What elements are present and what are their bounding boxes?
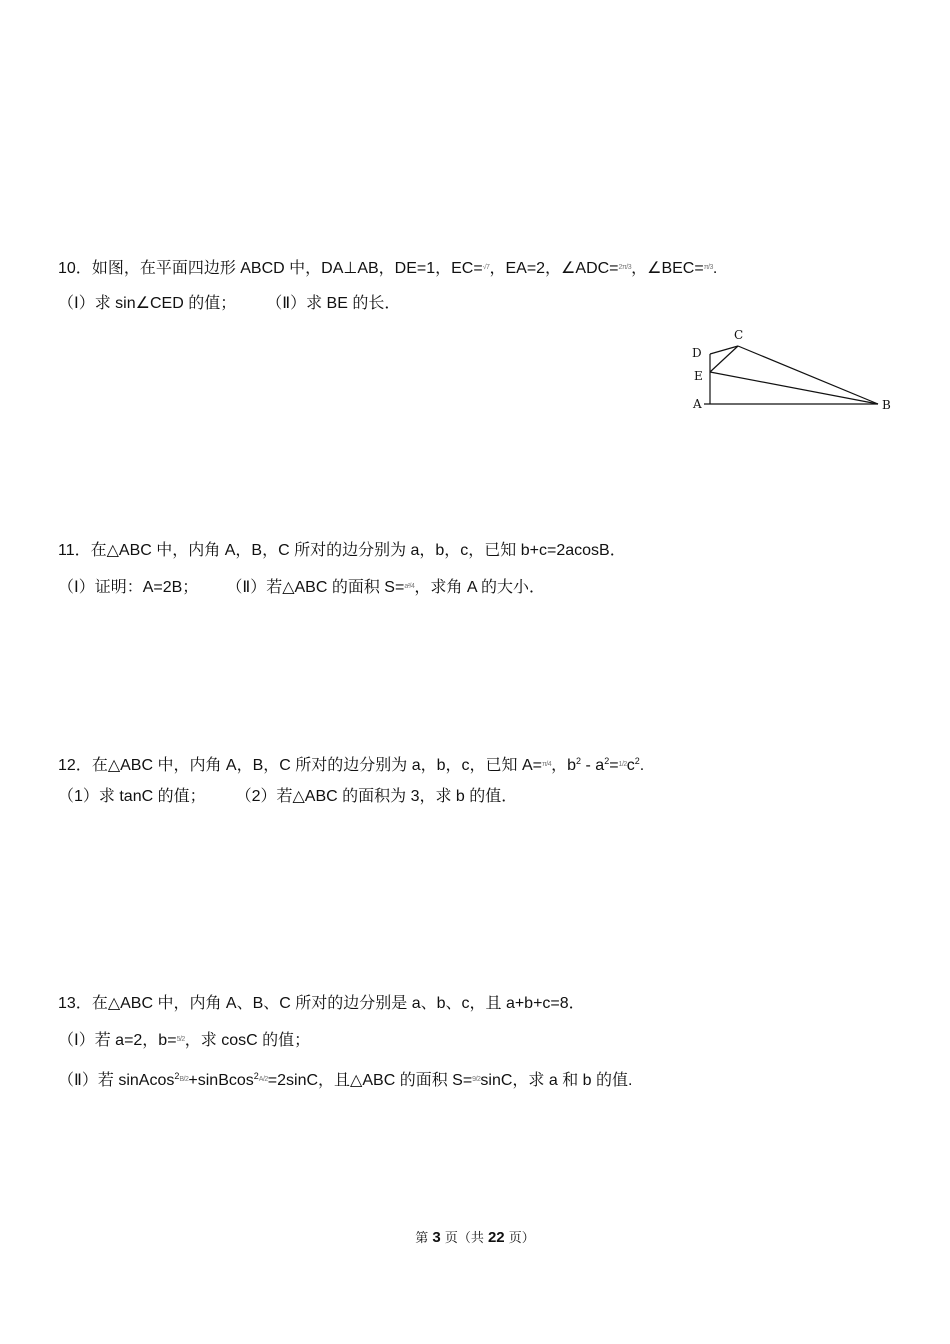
part-1: （Ⅰ）求 sin∠CED 的值； bbox=[58, 295, 237, 312]
exponent: 2 bbox=[253, 1071, 259, 1081]
exponent: 2 bbox=[174, 1071, 180, 1081]
part-1-tail: ，求 cosC 的值； bbox=[184, 1032, 311, 1049]
quadrilateral-figure bbox=[686, 324, 896, 419]
problem-10-parts bbox=[58, 293, 400, 315]
stem-text: 在△ABC 中，内角 A、B、C 所对的边分别是 a、b、c，且 a+b+c=8． bbox=[91, 995, 585, 1012]
stem-text: 如图，在平面四边形 ABCD 中，DA⊥AB，DE=1，EC= bbox=[91, 260, 483, 277]
label-c: C bbox=[734, 328, 744, 342]
label-d: D bbox=[692, 346, 702, 360]
problem-number: 12． bbox=[58, 757, 92, 774]
fraction-b: 5/2 bbox=[176, 1036, 185, 1043]
stem-text: . bbox=[712, 260, 718, 277]
problem-number: 13． bbox=[58, 995, 92, 1012]
stem-text: = bbox=[609, 757, 619, 774]
part-2-mid: =2sinC，且△ABC 的面积 S= bbox=[267, 1072, 473, 1089]
problem-10-stem bbox=[58, 257, 717, 280]
fraction-bec: π/3 bbox=[703, 264, 713, 271]
stem-text: 在△ABC 中，内角 A，B，C 所对的边分别为 a，b，c，已知 b+c=2acosB． bbox=[90, 542, 626, 559]
stem-text: ，b bbox=[551, 757, 577, 774]
problem-11-stem bbox=[58, 540, 626, 562]
footer-text: 页（共 bbox=[440, 1231, 488, 1246]
segment-eb bbox=[710, 372, 878, 404]
page-number: 3 bbox=[432, 1229, 441, 1246]
part-1: （Ⅰ）若 a=2，b= bbox=[58, 1032, 177, 1049]
part-2: （2）若△ABC 的面积为 3，求 b 的值． bbox=[235, 788, 518, 805]
fraction-a: π/4 bbox=[541, 761, 552, 768]
label-e: E bbox=[694, 369, 703, 383]
part-1: （1）求 tanC 的值； bbox=[58, 788, 206, 805]
part-2-tail: ，求角 A 的大小． bbox=[414, 579, 546, 596]
fraction-adc: 2π/3 bbox=[618, 264, 632, 271]
exponent: 2 bbox=[634, 756, 640, 766]
fraction-ec: √7 bbox=[482, 264, 490, 271]
fraction-a-half: A/2 bbox=[258, 1076, 268, 1083]
total-pages: 22 bbox=[487, 1229, 505, 1246]
problem-11-parts bbox=[58, 576, 545, 599]
problem-13-stem bbox=[58, 993, 585, 1015]
fraction-s-coef: 9/2 bbox=[472, 1076, 481, 1083]
part-2: （Ⅱ）若△ABC 的面积 S= bbox=[226, 579, 405, 596]
part-2-tail: sinC，求 a 和 b 的值. bbox=[480, 1072, 633, 1089]
stem-text: . bbox=[639, 757, 645, 774]
part-2-mid: +sinBcos bbox=[188, 1072, 254, 1089]
segment-cb bbox=[738, 346, 878, 404]
problem-13-part-2 bbox=[58, 1065, 632, 1092]
problem-number: 11． bbox=[58, 542, 91, 559]
exponent: 2 bbox=[576, 756, 582, 766]
problem-number: 10． bbox=[58, 260, 92, 277]
stem-text: - a bbox=[581, 757, 605, 774]
footer-text: 页） bbox=[504, 1231, 535, 1246]
part-2: （Ⅱ）若 sinAcos bbox=[58, 1072, 175, 1089]
page-footer bbox=[0, 1229, 950, 1248]
part-1: （Ⅰ）证明：A=2B； bbox=[58, 579, 199, 596]
fraction-s: a²/4 bbox=[404, 583, 415, 590]
stem-text: 在△ABC 中，内角 A，B，C 所对的边分别为 a，b，c，已知 A= bbox=[91, 757, 542, 774]
problem-12-parts bbox=[58, 786, 517, 808]
fraction-b-half: B/2 bbox=[179, 1076, 189, 1083]
exponent: 2 bbox=[604, 756, 610, 766]
problem-13-part-1 bbox=[58, 1029, 310, 1052]
part-2: （Ⅱ）求 BE 的长． bbox=[266, 295, 401, 312]
label-a: A bbox=[693, 397, 702, 411]
footer-text: 第 bbox=[415, 1231, 433, 1246]
stem-text: c bbox=[626, 757, 635, 774]
fraction-half: 1/2 bbox=[618, 761, 627, 768]
label-b: B bbox=[882, 398, 891, 412]
stem-text: ，EA=2，∠ADC= bbox=[489, 260, 619, 277]
stem-text: ，∠BEC= bbox=[631, 260, 704, 277]
problem-12-stem bbox=[58, 750, 644, 777]
